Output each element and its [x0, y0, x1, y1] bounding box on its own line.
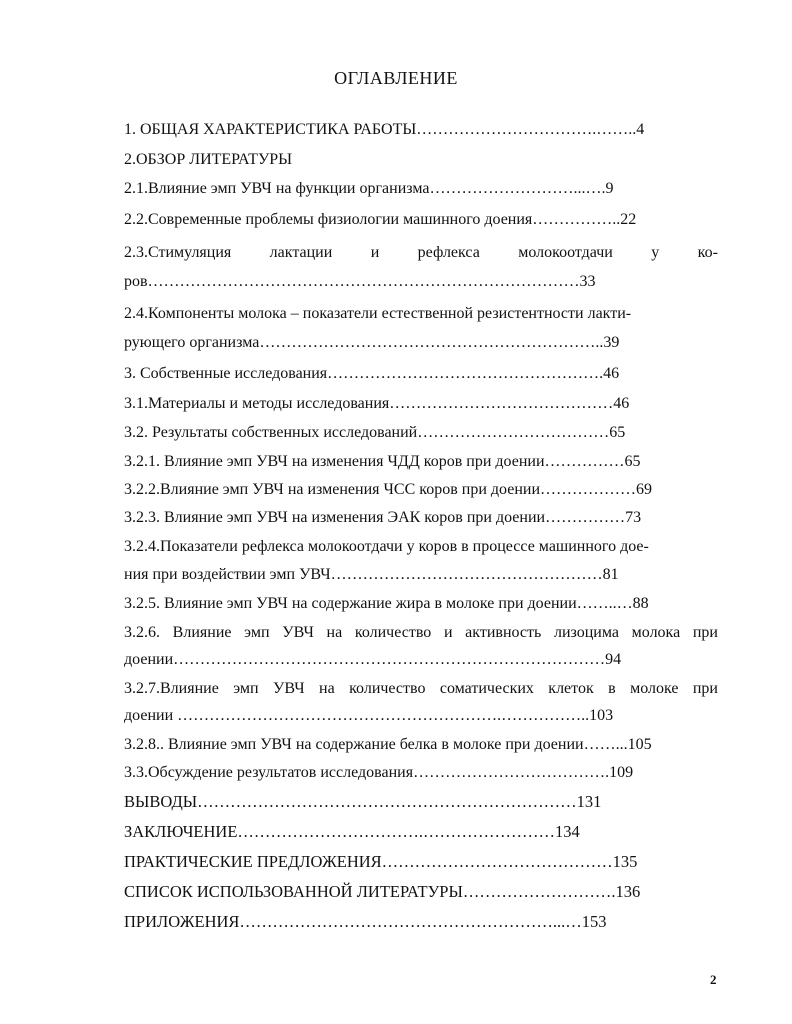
toc-entry-3-2-4-line1: 3.2.4.Показатели рефлекса молокоотдачи у коров в процессе машинного дое-	[124, 538, 649, 555]
toc-entry-3-1: 3.1.Материалы и методы исследования……………………………………46	[124, 395, 630, 412]
toc-entry-2: 2.ОБЗОР ЛИТЕРАТУРЫ	[124, 151, 293, 168]
toc-entry-references: СПИСОК ИСПОЛЬЗОВАННОЙ ЛИТЕРАТУРЫ……………………….136	[124, 882, 641, 901]
toc-entry-2-1: 2.1.Влияние эмп УВЧ на функции организма………………………...….9	[124, 180, 614, 197]
toc-entry-3-2-7-line1: 3.2.7.Влияние эмп УВЧ на количество соматических клеток в молоке при	[124, 680, 718, 697]
toc-entry-conclusions: ВЫВОДЫ……………………………………………………………131	[124, 792, 602, 811]
toc-entry-2-4-line2: рующего организма………………………………………………………..39	[124, 334, 620, 351]
toc-entry-2-3-line2: ров………………………………………………………………………33	[124, 273, 596, 290]
toc-entry-2-2: 2.2.Современные проблемы физиологии машинного доения……………..22	[124, 211, 637, 228]
toc-entry-3-2-5: 3.2.5. Влияние эмп УВЧ на содержание жира в молоке при доении……..…88	[124, 595, 649, 612]
toc-entry-3-2-1: 3.2.1. Влияние эмп УВЧ на изменения ЧДД коров при доении……………65	[124, 453, 641, 470]
toc-entry-appendices: ПРИЛОЖЕНИЯ…………………………………………………...…153	[124, 912, 607, 931]
toc-entry-3-2-7-line2: доении …………………………………………………….……………..103	[124, 707, 614, 724]
toc-entry-3-3: 3.3.Обсуждение результатов исследования……………………………….109	[124, 764, 634, 781]
toc-entry-1: 1. ОБЩАЯ ХАРАКТЕРИСТИКА РАБОТЫ…………………………….……..4	[124, 121, 645, 138]
page-number: 2	[710, 972, 717, 987]
page-title: ОГЛАВЛЕНИЕ	[334, 68, 458, 88]
toc-entry-3-2-6-line2: доении………………………………………………………………………94	[124, 651, 622, 668]
toc-entry-3-2-4-line2: ния при воздействии эмп УВЧ……………………………………………81	[124, 566, 619, 583]
toc-entry-3-2-6-line1: 3.2.6. Влияние эмп УВЧ на количество и активность лизоцима молока при	[124, 624, 718, 641]
toc-entry-2-3-line1: 2.3.Стимуляция лактации и рефлекса молокоотдачи у ко-	[124, 244, 718, 261]
toc-entry-3-2-3: 3.2.3. Влияние эмп УВЧ на изменения ЭАК коров при доении……………73	[124, 509, 642, 526]
toc-entry-3-2: 3.2. Результаты собственных исследований………………………………65	[124, 424, 626, 441]
toc-entry-3: 3. Собственные исследования…………………………………………….46	[124, 365, 620, 382]
toc-entry-summary: ЗАКЛЮЧЕНИЕ…………………………….……………………134	[124, 822, 580, 841]
toc-entry-2-4-line1: 2.4.Компоненты молока – показатели естественной резистентности лакти-	[124, 305, 632, 322]
toc-entry-3-2-8: 3.2.8.. Влияние эмп УВЧ на содержание белка в молоке при доении……...105	[124, 736, 652, 753]
toc-entry-3-2-2: 3.2.2.Влияние эмп УВЧ на изменения ЧСС коров при доении………………69	[124, 481, 653, 498]
toc-entry-recommendations: ПРАКТИЧЕСКИЕ ПРЕДЛОЖЕНИЯ……………………………………135	[124, 852, 638, 871]
